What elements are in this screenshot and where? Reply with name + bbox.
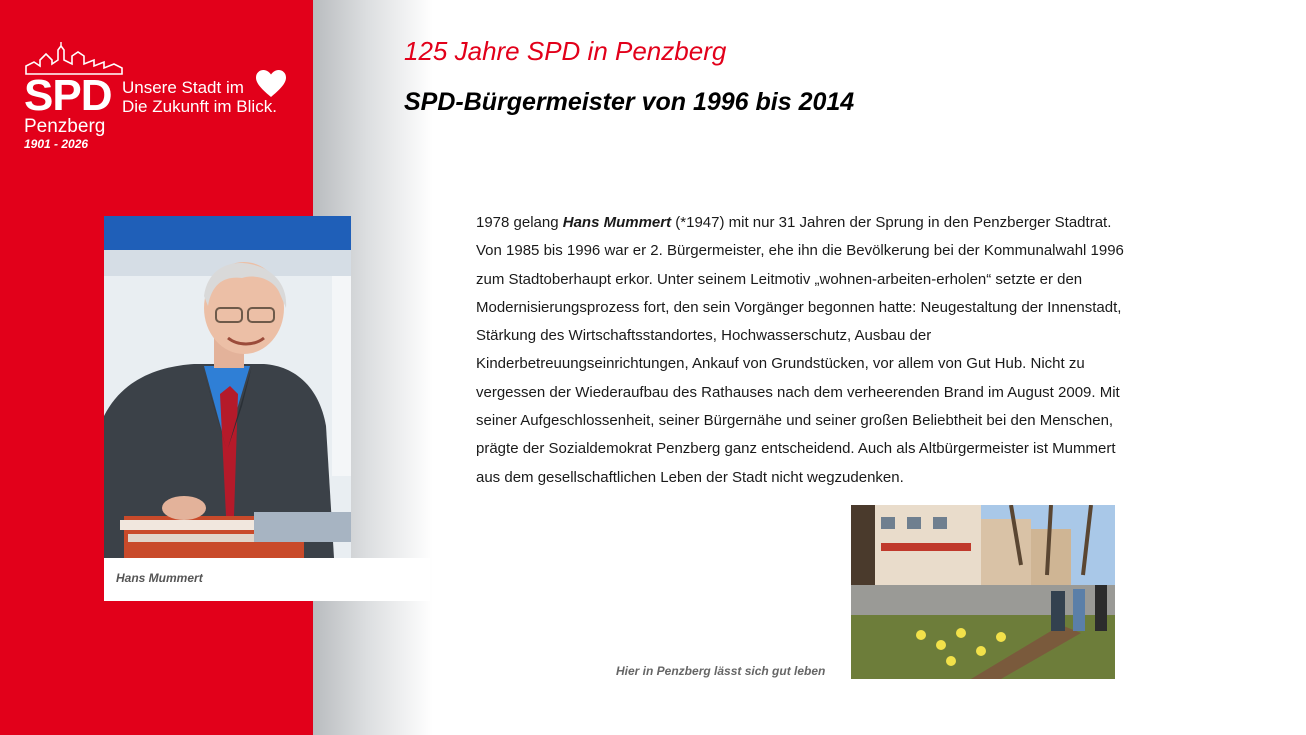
slogan — [122, 78, 277, 116]
heart-icon — [256, 70, 286, 98]
article-paragraph — [476, 209, 1126, 492]
article-text: (*1947) mit nur 31 Jahren der Sprung in den Penzberger Stadtrat. Von 1985 bis 1996 war er 2. Bürgermeister, ehe ihn die Bevölkerung bei der Kommunalwahl 1996 zum Stadtoberhaupt erkor. Unter seinem Leitmotiv „wohnen-arbeiten-erholen“ setzte er den Modernisierungsprozess fort, den sein Vorgänger begonnen hatte: Neugestaltung der Innenstadt, Stärkung des Wirtschaftsstandortes, Hochwasserschutz, Ausbau der Kinderbetreuungseinrichtungen, Ankauf von Grundstücken, vor allem von Gut Hub. Nicht zu vergessen der Wiederaufbau des Rathauses nach dem verheerenden Brand im August 2009. Mit seiner Aufgeschlossenheit, seiner Bürgernähe und seiner großen Beliebtheit bei den Menschen, prägte der Sozialdemokrat Penzberg ganz entscheidend. Auch als Altbürgermeister ist Mummert aus dem gesellschaftlichen Leben der Stadt nicht wegzudenken. — [476, 214, 1124, 486]
portrait-illustration — [104, 216, 351, 558]
portrait-caption: Hans Mummert — [116, 571, 203, 585]
page-title: SPD-Bürgermeister von 1996 bis 2014 — [404, 88, 855, 116]
street-illustration — [851, 505, 1115, 679]
anniversary-years: 1901 - 2026 — [24, 137, 89, 151]
page-kicker: 125 Jahre SPD in Penzberg — [404, 36, 727, 66]
street-photo — [851, 505, 1115, 679]
portrait-photo — [104, 216, 351, 558]
slogan-line-2: Die Zukunft im Blick. — [122, 97, 277, 116]
street-photo-caption: Hier in Penzberg lässt sich gut leben — [616, 664, 826, 678]
spd-penzberg-logo — [22, 42, 312, 157]
portrait-caption-box — [104, 558, 430, 601]
article-body — [476, 209, 1126, 492]
town-name: Penzberg — [24, 116, 106, 137]
slogan-line-1: Unsere Stadt im — [122, 78, 244, 97]
article-person-name: Hans Mummert — [562, 214, 672, 231]
party-wordmark: SPD — [24, 71, 112, 120]
article-intro: 1978 gelang — [476, 214, 563, 231]
